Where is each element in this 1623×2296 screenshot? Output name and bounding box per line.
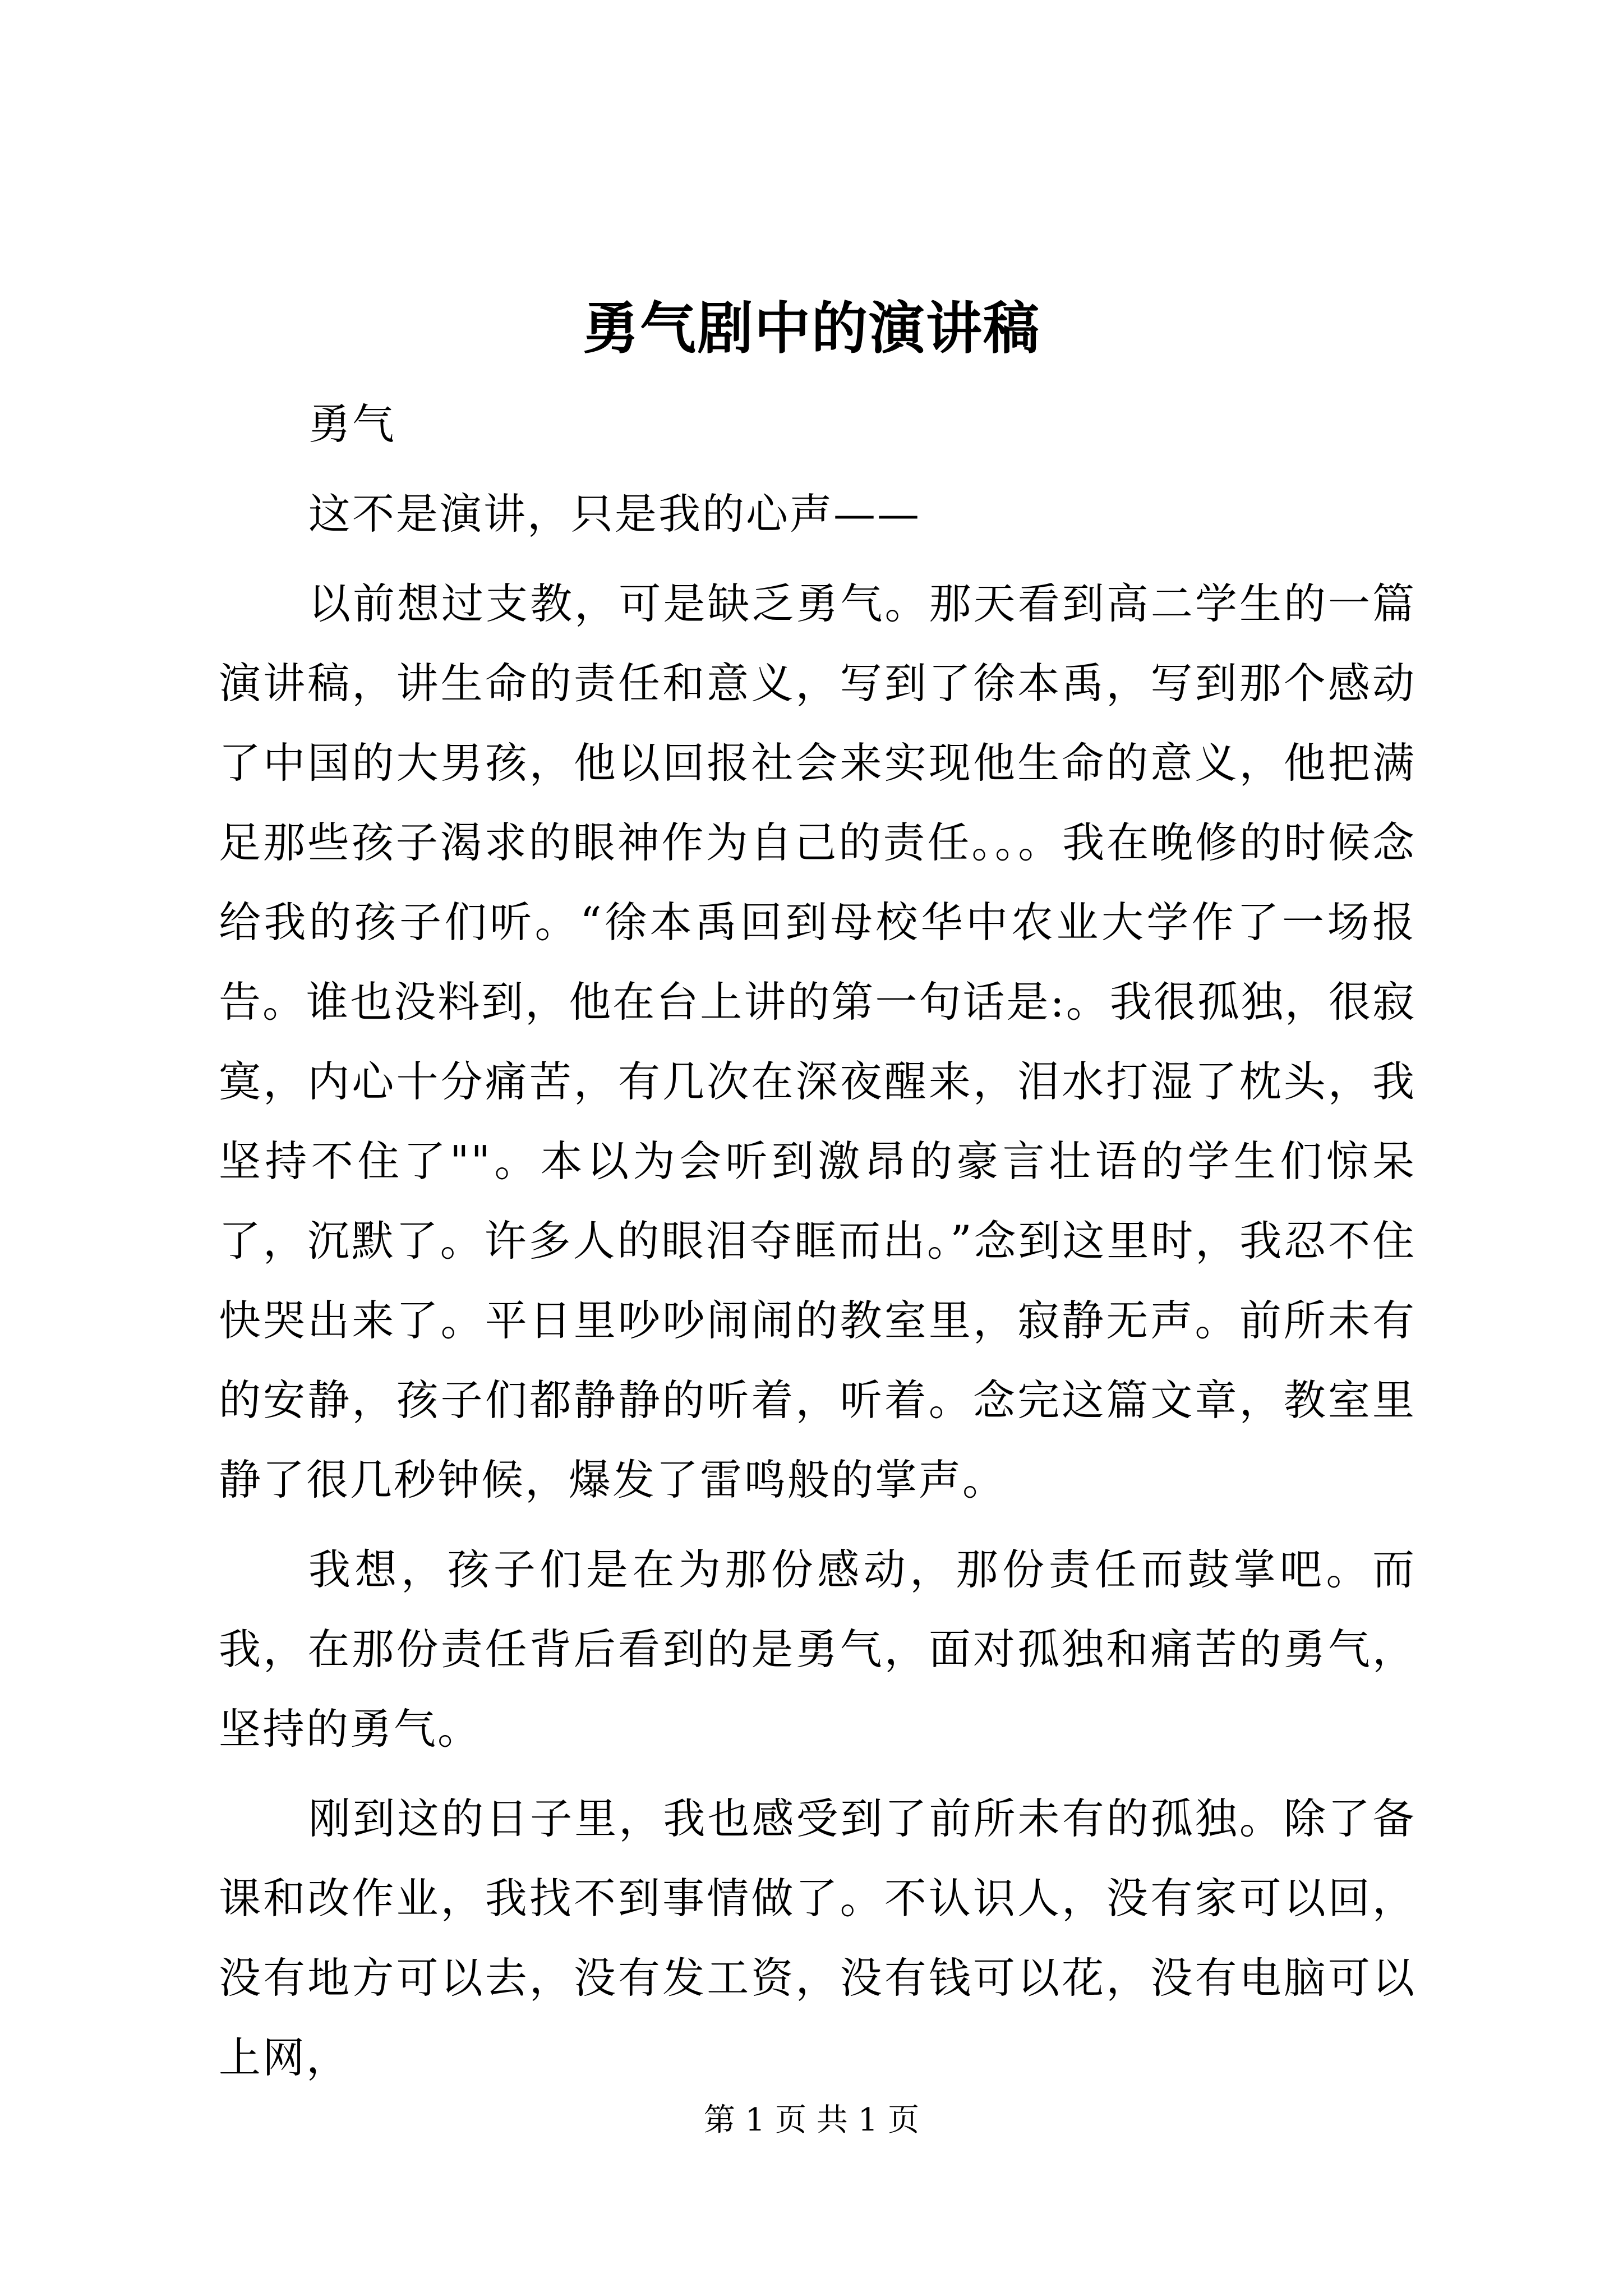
document-body (219, 384, 1416, 2108)
paragraph-story: 以前想过支教，可是缺乏勇气。那天看到高二学生的一篇演讲稿，讲生命的责任和意义，写到了徐本禹，写到那个感动了中国的大男孩，他以回报社会来实现他生命的意义，他把满足那些孩子渴求的眼神作为自己的责任。。。我在晚修的时候念给我的孩子们听。“徐本禹回到母校华中农业大学作了一场报告。谁也没料到，他在台上讲的第一句话是:。我很孤独，很寂寞，内心十分痛苦，有几次在深夜醒来，泪水打湿了枕头，我坚持不住了""。本以为会听到激昂的豪言壮语的学生们惊呆了，沉默了。许多人的眼泪夺眶而出。”念到这里时，我忍不住快哭出来了。平日里吵吵闹闹的教室里，寂静无声。前所未有的安静，孩子们都静静的听着，听着。念完这篇文章，教室里静了很几秒钟候，爆发了雷鸣般的掌声。 (219, 579, 1416, 1504)
paragraph-reflection: 我想，孩子们是在为那份感动，那份责任而鼓掌吧。而我，在那份责任背后看到的是勇气，面对孤独和痛苦的勇气，坚持的勇气。 (219, 1545, 1416, 1754)
paragraph-loneliness: 刚到这的日子里，我也感受到了前所未有的孤独。除了备课和改作业，我找不到事情做了。不认识人，没有家可以回，没有地方可以去，没有发工资，没有钱可以花，没有电脑可以上网， (219, 1794, 1416, 2082)
paragraph-intro: 这不是演讲，只是我的心声—— (308, 489, 921, 539)
page-footer: 第 1 页 共 1 页 (703, 2102, 920, 2138)
paragraph-heading: 勇气 (308, 399, 396, 449)
document-title: 勇气剧中的演讲稿 (583, 295, 1040, 361)
